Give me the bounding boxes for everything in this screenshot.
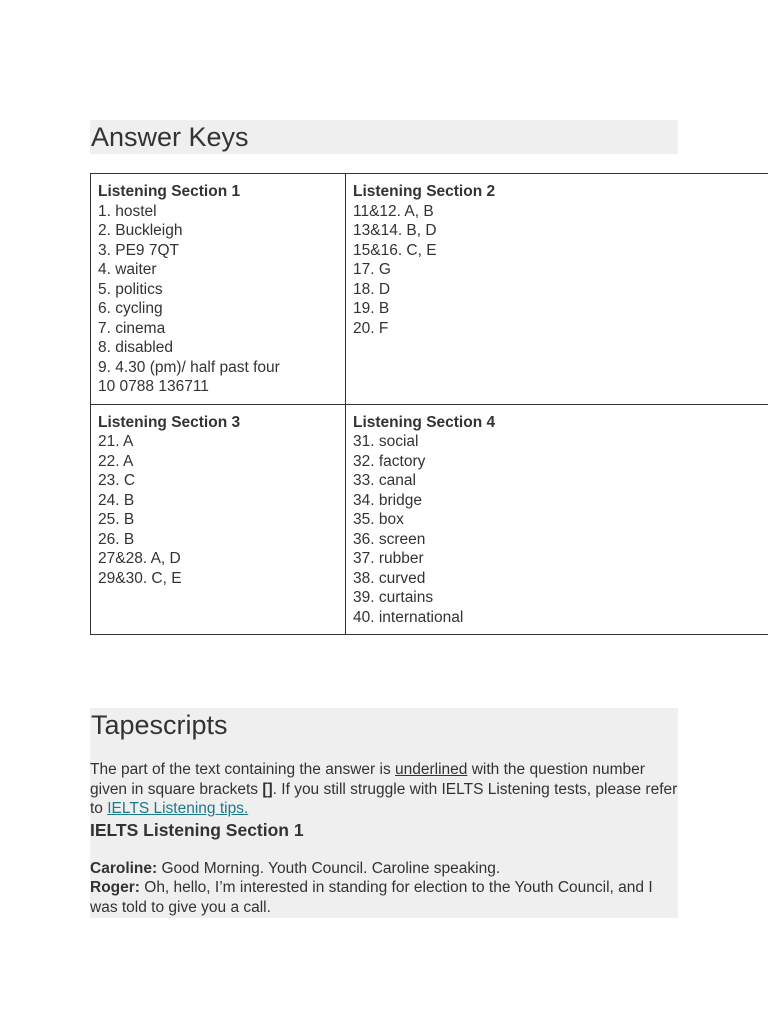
answer-item: 15&16. C, E: [353, 241, 437, 259]
answer-item: 38. curved: [353, 569, 426, 587]
answer-item: 39. curtains: [353, 589, 434, 606]
answer-item: 34. bridge: [353, 491, 422, 509]
answer-item: 4. waiter: [98, 261, 157, 278]
answer-item: 13&14. B, D: [353, 222, 437, 239]
answer-keys-heading-box: [90, 120, 678, 154]
answer-item: 24. B: [98, 491, 135, 509]
answer-item: 2. Buckleigh: [98, 222, 183, 239]
answer-item: 20. F: [353, 319, 389, 337]
section-cell: [91, 404, 346, 635]
section-cell: [91, 174, 346, 405]
intro-text: . If you still struggle with IELTS Listening tests, please refer to: [90, 780, 678, 817]
answer-item: 8. disabled: [98, 339, 173, 356]
answer-item: 6. cycling: [98, 300, 163, 317]
answer-item: 11&12. A, B: [353, 202, 434, 220]
answer-item: 36. screen: [353, 530, 426, 548]
dialogue-text: Good Morning. Youth Council. Caroline speaking.: [157, 859, 501, 877]
answer-item: 9. 4.30 (pm)/ half past four: [98, 358, 280, 376]
answer-list: [353, 432, 768, 627]
answer-item: 29&30. C, E: [98, 569, 182, 587]
answer-item: 5. politics: [98, 280, 163, 298]
answer-item: 40. international: [353, 608, 464, 626]
section-cell: [346, 174, 768, 405]
intro-brackets: []: [262, 780, 273, 798]
dialogue-line: [90, 859, 678, 879]
dialogue: [90, 859, 678, 918]
dialogue-text: Oh, hello, I’m interested in standing for election to the Youth Council, and I was told to give you a call.: [90, 879, 653, 916]
answer-item: 7. cinema: [98, 319, 166, 337]
answer-item: 1. hostel: [98, 202, 157, 220]
answer-item: 23. C: [98, 472, 136, 489]
answer-keys-table: [90, 173, 768, 635]
intro-underlined-word: underlined: [395, 761, 468, 778]
answer-item: 31. social: [353, 433, 419, 450]
answer-item: 21. A: [98, 433, 134, 450]
intro-text: The part of the text containing the answer is: [90, 761, 396, 778]
section-title: Listening Section 1: [98, 183, 241, 200]
answer-item: 37. rubber: [353, 550, 424, 567]
section-cell: [346, 404, 768, 635]
answer-list: [98, 202, 338, 397]
answer-item: 3. PE9 7QT: [98, 241, 179, 259]
answer-keys-title: Answer Keys: [91, 122, 249, 152]
ielts-listening-tips-link[interactable]: IELTS Listening tips.: [107, 800, 249, 817]
speaker-name: Caroline:: [90, 859, 158, 877]
section-title: Listening Section 3: [98, 413, 241, 431]
speaker-name: Roger:: [90, 879, 140, 896]
tapescripts-title: Tapescripts: [91, 710, 228, 740]
section-1-title: IELTS Listening Section 1: [90, 819, 304, 840]
tapescripts-block: [90, 708, 678, 918]
answer-item: 19. B: [353, 300, 390, 317]
answer-item: 26. B: [98, 530, 135, 548]
answer-item: 17. G: [353, 261, 391, 278]
tapescripts-intro: [90, 760, 678, 819]
answer-item: 35. box: [353, 511, 404, 528]
answer-list: [98, 432, 338, 588]
section-title: Listening Section 4: [353, 413, 496, 431]
answer-item: 33. canal: [353, 472, 416, 489]
dialogue-line: [90, 878, 678, 917]
answer-item: 27&28. A, D: [98, 550, 181, 567]
answer-item: 22. A: [98, 452, 134, 470]
answer-item: 10 0788 136711: [98, 378, 209, 395]
answer-list: [353, 202, 768, 339]
intro-text: with the question number given in square brackets: [90, 761, 645, 798]
answer-item: 32. factory: [353, 452, 426, 470]
answer-item: 18. D: [353, 280, 391, 298]
section-title: Listening Section 2: [353, 183, 496, 200]
answer-item: 25. B: [98, 511, 135, 528]
